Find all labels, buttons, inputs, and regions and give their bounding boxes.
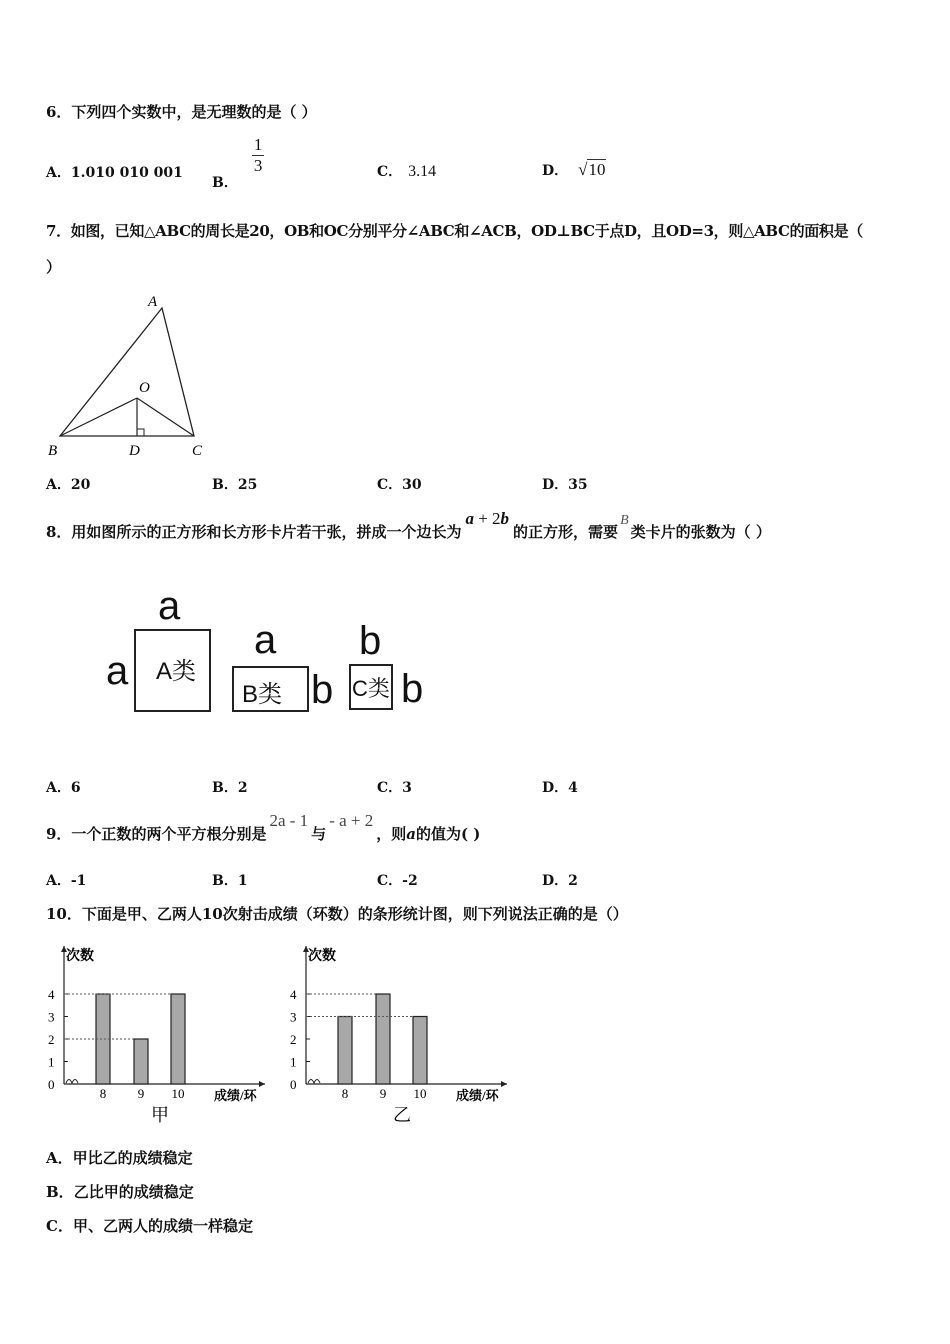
q8-option-c	[377, 777, 412, 797]
card-b-side-label: b	[311, 668, 334, 712]
q10-option-a-label: A．	[46, 1149, 73, 1167]
right-angle-mark	[137, 429, 144, 436]
y-tick-label: 4	[290, 987, 297, 1002]
axis-break-icon	[66, 1080, 78, 1084]
y-axis-label: 次数	[308, 949, 336, 964]
x-axis-arrow-icon	[501, 1081, 507, 1087]
q7-option-d-value: 35	[568, 477, 588, 493]
segment-ob	[60, 398, 137, 436]
q9-expr2: - a + 2	[329, 811, 374, 830]
q6-option-b	[212, 135, 264, 191]
bar-chart-yi	[282, 940, 522, 1130]
q6-option-d-radicand: 10	[588, 160, 606, 179]
q9-option-d-value: 2	[568, 873, 578, 889]
q9-option-a	[46, 870, 86, 890]
card-c-top-label: b	[359, 619, 382, 663]
q10-option-b-value: 乙比甲的成绩稳定	[73, 1183, 194, 1201]
x-axis-arrow-icon	[259, 1081, 265, 1087]
y-tick-label: 4	[48, 987, 55, 1002]
q6-option-a-label: A．	[46, 165, 71, 181]
label-d: D	[129, 443, 140, 459]
q8-option-b	[212, 777, 248, 797]
y-axis-label: 次数	[66, 949, 94, 964]
q8-option-c-value: 3	[402, 780, 412, 796]
q8-stem	[46, 508, 771, 541]
bar	[96, 994, 110, 1084]
q8-expr-b: b	[500, 509, 510, 528]
q9-option-c-label: C．	[377, 873, 403, 889]
y-tick-label: 0	[48, 1077, 55, 1092]
q8-option-a-value: 6	[70, 780, 81, 796]
card-a-side-label: a	[106, 649, 129, 693]
q7-option-b-value: 25	[237, 477, 258, 493]
q8-option-b-value: 2	[237, 780, 248, 796]
bar	[134, 1039, 148, 1084]
q9-stem-pre: 9．一个正数的两个平方根分别是	[46, 825, 267, 843]
q10-option-c-value: 甲、乙两人的成绩一样稳定	[72, 1217, 253, 1235]
q9-option-a-value: -1	[70, 873, 87, 889]
card-c-side-label: b	[401, 667, 424, 711]
card-b-top-label: a	[254, 618, 277, 662]
x-tick-label: 9	[379, 1086, 387, 1101]
q6-option-a	[46, 162, 183, 182]
q8-option-d	[542, 777, 578, 797]
y-tick-label: 3	[290, 1009, 297, 1025]
q7-option-b-label: B．	[212, 477, 238, 493]
q6-option-c-label: C．	[377, 164, 403, 180]
bar	[171, 994, 185, 1084]
sqrt-icon: √	[578, 160, 588, 179]
q6-stem: 6．下列四个实数中，是无理数的是（ ）	[46, 103, 317, 121]
x-tick-label: 10	[413, 1086, 427, 1101]
q7-option-d	[542, 474, 588, 494]
card-c-name: C类	[352, 676, 390, 701]
q10-option-a	[46, 1147, 193, 1168]
q6-option-b-numerator: 1	[253, 135, 263, 154]
chart-title: 乙	[393, 1105, 411, 1125]
q7-option-a	[46, 474, 90, 494]
q7-option-d-label: D．	[542, 477, 569, 493]
q9-stem	[46, 810, 481, 843]
q7-stem-line2: ）	[46, 258, 62, 276]
y-tick-label: 2	[48, 1032, 55, 1047]
q9-expr1: 2a - 1	[269, 811, 309, 830]
chart-title: 甲	[151, 1105, 169, 1125]
axis-break-icon	[308, 1080, 320, 1084]
y-tick-label: 0	[290, 1077, 297, 1092]
triangle-abc	[60, 308, 194, 436]
x-tick-label: 9	[137, 1086, 145, 1101]
q6-option-d-sqrt	[578, 160, 606, 179]
q6-option-b-fraction	[252, 135, 265, 176]
y-tick-label: 1	[290, 1054, 297, 1070]
q8-stem-post: 类卡片的张数为（ ）	[630, 523, 771, 541]
q6-option-d	[542, 160, 606, 180]
q10-option-c	[46, 1215, 253, 1236]
q9-option-b-label: B．	[212, 873, 238, 889]
bar	[338, 1017, 352, 1085]
q9-stem-var: a	[406, 825, 416, 843]
q10-stem: 10．下面是甲、乙两人10次射击成绩（环数）的条形统计图，则下列说法正确的是（）	[46, 905, 628, 923]
card-b	[232, 666, 309, 712]
q8-expr-plus: + 2	[473, 509, 501, 528]
q8-option-b-label: B．	[212, 780, 238, 796]
q7-option-c	[377, 474, 422, 494]
q9-option-b-value: 1	[237, 873, 248, 889]
bar	[376, 994, 390, 1084]
x-tick-label: 10	[171, 1086, 185, 1101]
q10-option-c-label: C．	[46, 1217, 73, 1235]
x-tick-label: 8	[99, 1086, 107, 1101]
q8-option-a	[46, 777, 81, 797]
q7-option-a-label: A．	[46, 477, 71, 493]
q9-option-c-value: -2	[402, 873, 418, 889]
q9-option-d	[542, 870, 578, 890]
q7-triangle-figure	[44, 290, 214, 462]
q9-option-c	[377, 870, 418, 890]
card-a-name: A类	[156, 658, 197, 685]
card-b-name: B类	[242, 681, 283, 708]
card-a	[134, 629, 211, 712]
q10-option-b-label: B．	[46, 1183, 74, 1201]
q9-option-d-label: D．	[542, 873, 569, 889]
label-c: C	[192, 443, 203, 459]
q8-option-d-value: 4	[568, 780, 578, 796]
label-a: A	[148, 294, 158, 310]
bar-chart-jia	[40, 940, 280, 1130]
card-c	[349, 664, 393, 710]
q8-option-c-label: C．	[377, 780, 403, 796]
q8-stem-var: B	[620, 513, 629, 528]
y-tick-label: 1	[48, 1054, 55, 1070]
q9-stem-post-pre: ，则	[376, 825, 407, 843]
y-tick-label: 3	[48, 1009, 55, 1025]
q7-option-c-value: 30	[402, 477, 422, 493]
q7-option-a-value: 20	[70, 477, 91, 493]
q10-option-a-value: 甲比乙的成绩稳定	[72, 1149, 193, 1167]
q7-stem-line1: 7．如图，已知△ABC的周长是20，OB和OC分别平分∠ABC和∠ACB，OD⊥BC于点D，且OD=3，则△ABC的面积是（	[46, 222, 863, 240]
q6-option-c-value: 3.14	[408, 163, 437, 180]
x-axis-label: 成绩/环	[456, 1088, 499, 1103]
label-b: B	[48, 443, 58, 459]
q9-stem-post: 的值为( )	[415, 825, 481, 843]
q8-stem-mid: 的正方形，需要	[513, 523, 619, 541]
x-axis-label: 成绩/环	[214, 1088, 257, 1103]
q10-option-b	[46, 1181, 194, 1202]
q7-option-b	[212, 474, 257, 494]
q6-option-d-label: D．	[542, 163, 569, 179]
x-tick-label: 8	[341, 1086, 349, 1101]
q9-stem-mid: 与	[311, 825, 327, 843]
q9-option-b	[212, 870, 248, 890]
label-o: O	[139, 380, 150, 396]
q6-option-a-value: 1.010 010 001	[70, 165, 183, 181]
q6-option-b-denominator: 3	[253, 156, 263, 175]
card-a-top-label: a	[158, 584, 181, 628]
q7-option-c-label: C．	[377, 477, 403, 493]
q6-option-b-label: B．	[212, 174, 238, 191]
bar	[413, 1017, 427, 1085]
q8-option-a-label: A．	[46, 780, 71, 796]
q8-stem-expr	[465, 509, 509, 528]
q6-option-c	[377, 161, 436, 181]
y-tick-label: 2	[290, 1032, 297, 1047]
q8-expr-a: a	[465, 509, 474, 528]
q8-option-d-label: D．	[542, 780, 569, 796]
q8-stem-pre: 8．用如图所示的正方形和长方形卡片若干张，拼成一个边长为	[46, 523, 462, 541]
q9-option-a-label: A．	[46, 873, 71, 889]
